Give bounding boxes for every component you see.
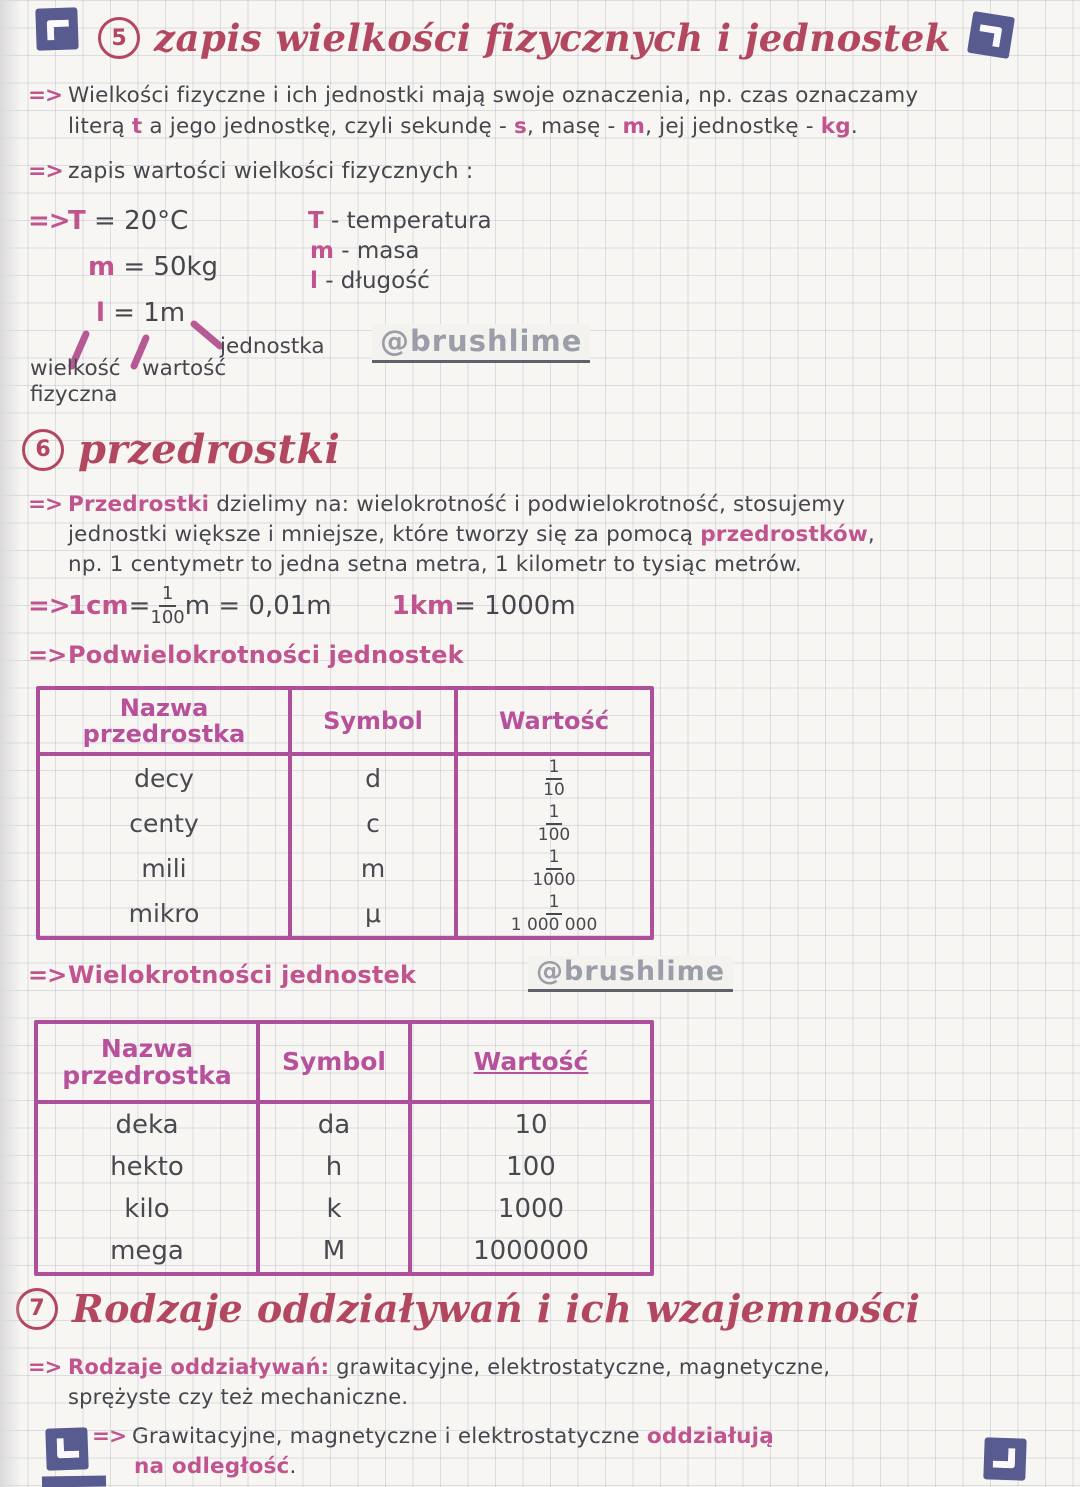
example-mass bbox=[88, 252, 218, 282]
circled-number: 6 bbox=[22, 429, 64, 471]
text-line bbox=[68, 111, 918, 142]
text-run: => bbox=[28, 961, 67, 989]
text-run: l bbox=[96, 298, 105, 328]
table-cell-symbol: da bbox=[260, 1104, 412, 1146]
example-temperature bbox=[28, 206, 188, 236]
text-run: => bbox=[28, 83, 63, 108]
text-run: a jego jednostkę, czyli sekundę - bbox=[142, 114, 515, 139]
s6-formula: => 1cm = $\frac{1}{100}$ m = 0,01m 1km = 1000m bbox=[28, 583, 576, 628]
corner-bracket-icon bbox=[967, 11, 1015, 59]
fraction: $\frac{1}{1 000 000}$ bbox=[510, 891, 598, 935]
fraction: $\frac{1}{100}$ bbox=[150, 583, 185, 628]
text-run: grawitacyjne, elektrostatyczne, magnetyczne, bbox=[329, 1355, 831, 1379]
legend-length bbox=[310, 268, 430, 294]
corner-bracket-icon bbox=[45, 1427, 88, 1470]
text-line bbox=[92, 1422, 774, 1452]
text-run: = 1m bbox=[104, 298, 186, 328]
text-line bbox=[308, 208, 492, 234]
text-run: = 50kg bbox=[115, 252, 219, 282]
watermark-brushlime: @brushlime bbox=[528, 956, 733, 992]
table-header: Symbol bbox=[260, 1024, 412, 1104]
corner-bar-decoration bbox=[42, 1475, 106, 1487]
text-run: oddziałują bbox=[646, 1424, 774, 1449]
text-run: => bbox=[28, 641, 67, 669]
formula-mid: m = 0,01m bbox=[184, 591, 332, 621]
example-length bbox=[96, 298, 185, 328]
label-wielkosc-fizyczna: wielkość fizyczna bbox=[30, 356, 121, 407]
text-run: zapis wartości wielkości fizycznych : bbox=[68, 159, 474, 184]
text-line bbox=[310, 238, 419, 264]
multiples-table bbox=[34, 1020, 654, 1276]
text-run: , bbox=[867, 522, 875, 547]
text-run: dzielimy na: wielokrotność i podwielokrotność, stosujemy bbox=[209, 492, 846, 517]
table-cell-name: mega bbox=[38, 1230, 260, 1272]
text-line bbox=[88, 252, 218, 282]
text-line bbox=[134, 1452, 774, 1482]
table-cell-value: 1000000 bbox=[473, 1236, 589, 1266]
table-cell-value: 1000 bbox=[497, 1194, 565, 1224]
text-line bbox=[96, 298, 185, 328]
text-run: . bbox=[289, 1454, 297, 1479]
text-line bbox=[68, 520, 875, 550]
text-run: m bbox=[88, 252, 116, 282]
s6-bullet-multiples bbox=[28, 960, 416, 991]
table-cell-name: mili bbox=[40, 846, 292, 891]
text-run: l bbox=[310, 268, 318, 294]
table-header: Symbol bbox=[292, 690, 458, 756]
table-cell-value bbox=[458, 756, 650, 801]
text-run: , masę - bbox=[527, 114, 623, 139]
text-line bbox=[28, 640, 464, 671]
table-cell-symbol: k bbox=[260, 1188, 412, 1230]
label-wartosc: wartość bbox=[142, 356, 227, 381]
text-run: T bbox=[308, 208, 324, 234]
table-cell-symbol: μ bbox=[292, 891, 458, 936]
text-run: = 20°C bbox=[85, 206, 189, 236]
table-cell-symbol: h bbox=[260, 1146, 412, 1188]
submultiples-table bbox=[36, 686, 654, 940]
section-title-text: Rodzaje oddziaływań i ich wzajemności bbox=[72, 1286, 921, 1331]
s7-paragraph bbox=[28, 1352, 830, 1412]
corner-bracket-icon bbox=[35, 7, 78, 50]
text-line bbox=[28, 960, 416, 991]
text-line bbox=[310, 268, 430, 294]
s6-paragraph bbox=[28, 490, 875, 580]
table-cell-name: deka bbox=[38, 1104, 260, 1146]
text-run: Rodzaje oddziaływań: bbox=[68, 1355, 330, 1379]
table-cell-symbol: d bbox=[292, 756, 458, 801]
text-run: , jej jednostkę - bbox=[645, 114, 821, 139]
fraction: $\frac{1}{100}$ bbox=[537, 801, 571, 845]
table-cell-value: 10 bbox=[514, 1110, 548, 1140]
text-run: T bbox=[68, 206, 86, 236]
s5-paragraph bbox=[28, 80, 918, 142]
formula-rhs-var: 1km bbox=[391, 591, 455, 621]
text-run: => bbox=[28, 159, 63, 184]
text-run: m bbox=[622, 114, 646, 139]
table-cell-name: decy bbox=[40, 756, 292, 801]
fraction: $\frac{1}{1000}$ bbox=[532, 846, 576, 890]
legend-mass bbox=[310, 238, 419, 264]
table-cell-name: mikro bbox=[40, 891, 292, 936]
text-run: sprężyste czy też mechaniczne. bbox=[68, 1385, 409, 1409]
text-run: jednostki większe i mniejsze, które tworzy się za pomocą bbox=[68, 522, 701, 547]
s6-bullet-submultiples bbox=[28, 640, 464, 671]
table-header: Nazwa przedrostka bbox=[40, 690, 292, 756]
text-run: Podwielokrotności jednostek bbox=[68, 641, 464, 669]
text-run: Grawitacyjne, magnetyczne i elektrostatyczne bbox=[132, 1424, 647, 1449]
text-run: . bbox=[850, 114, 858, 139]
legend-temperature bbox=[308, 208, 492, 234]
table-cell-symbol: c bbox=[292, 801, 458, 846]
table-cell-symbol: m bbox=[292, 846, 458, 891]
s5-bullet-notation bbox=[28, 156, 474, 187]
text-run: np. 1 centymetr to jedna setna metra, 1 kilometr to tysiąc metrów. bbox=[68, 552, 802, 577]
watermark-brushlime: @brushlime bbox=[372, 324, 590, 363]
table-cell-value bbox=[458, 846, 650, 891]
text-line bbox=[28, 206, 188, 236]
text-run: - temperatura bbox=[323, 208, 492, 234]
table-header: Nazwa przedrostka bbox=[38, 1024, 260, 1104]
text-line bbox=[28, 80, 918, 111]
text-run: Wielkości fizyczne i ich jednostki mają swoje oznaczenia, np. czas oznaczamy bbox=[68, 83, 919, 108]
formula-rhs: = 1000m bbox=[454, 591, 576, 621]
text-line bbox=[68, 550, 875, 580]
table-cell-name: kilo bbox=[38, 1188, 260, 1230]
circled-number: 7 bbox=[16, 1288, 58, 1330]
table-header: Wartość bbox=[412, 1024, 650, 1104]
table-cell-value bbox=[458, 891, 650, 936]
text-run: t bbox=[131, 114, 143, 139]
text-run: - masa bbox=[333, 238, 420, 264]
text-run: => bbox=[28, 206, 70, 236]
text-run: s bbox=[514, 114, 528, 139]
table-cell-value: 100 bbox=[506, 1152, 556, 1182]
section6-title bbox=[22, 426, 340, 473]
section5-title bbox=[98, 16, 951, 60]
text-line bbox=[28, 1352, 830, 1382]
text-line bbox=[28, 156, 474, 187]
text-line bbox=[28, 490, 875, 520]
text-run: => bbox=[28, 492, 63, 517]
table-cell-name: hekto bbox=[38, 1146, 260, 1188]
text-run: m bbox=[310, 238, 334, 264]
section-title-text: przedrostki bbox=[78, 426, 341, 473]
text-run: => bbox=[92, 1424, 127, 1449]
text-run: => bbox=[28, 1355, 62, 1379]
table-header: Wartość bbox=[458, 690, 650, 756]
label-jednostka: jednostka bbox=[220, 334, 325, 359]
text-run: - długość bbox=[317, 268, 430, 294]
section-title-text: zapis wielkości fizycznych i jednostek bbox=[154, 16, 951, 60]
circled-number: 5 bbox=[98, 17, 140, 59]
table-cell-name: centy bbox=[40, 801, 292, 846]
table-cell-symbol: M bbox=[260, 1230, 412, 1272]
s7-bullet-distance bbox=[92, 1422, 774, 1482]
corner-bracket-icon bbox=[983, 1437, 1026, 1480]
text-run: przedrostków bbox=[700, 522, 868, 547]
table-cell-value bbox=[458, 801, 650, 846]
text-run: kg bbox=[820, 114, 851, 139]
formula-lhs: 1cm bbox=[68, 591, 129, 621]
text-run: na odległość bbox=[134, 1454, 290, 1479]
section7-title bbox=[16, 1286, 920, 1331]
text-run: literą bbox=[68, 114, 132, 139]
text-run: Wielokrotności jednostek bbox=[68, 961, 417, 989]
text-line bbox=[68, 1382, 830, 1412]
fraction: $\frac{1}{10}$ bbox=[543, 756, 565, 800]
text-run: Przedrostki bbox=[68, 492, 210, 517]
